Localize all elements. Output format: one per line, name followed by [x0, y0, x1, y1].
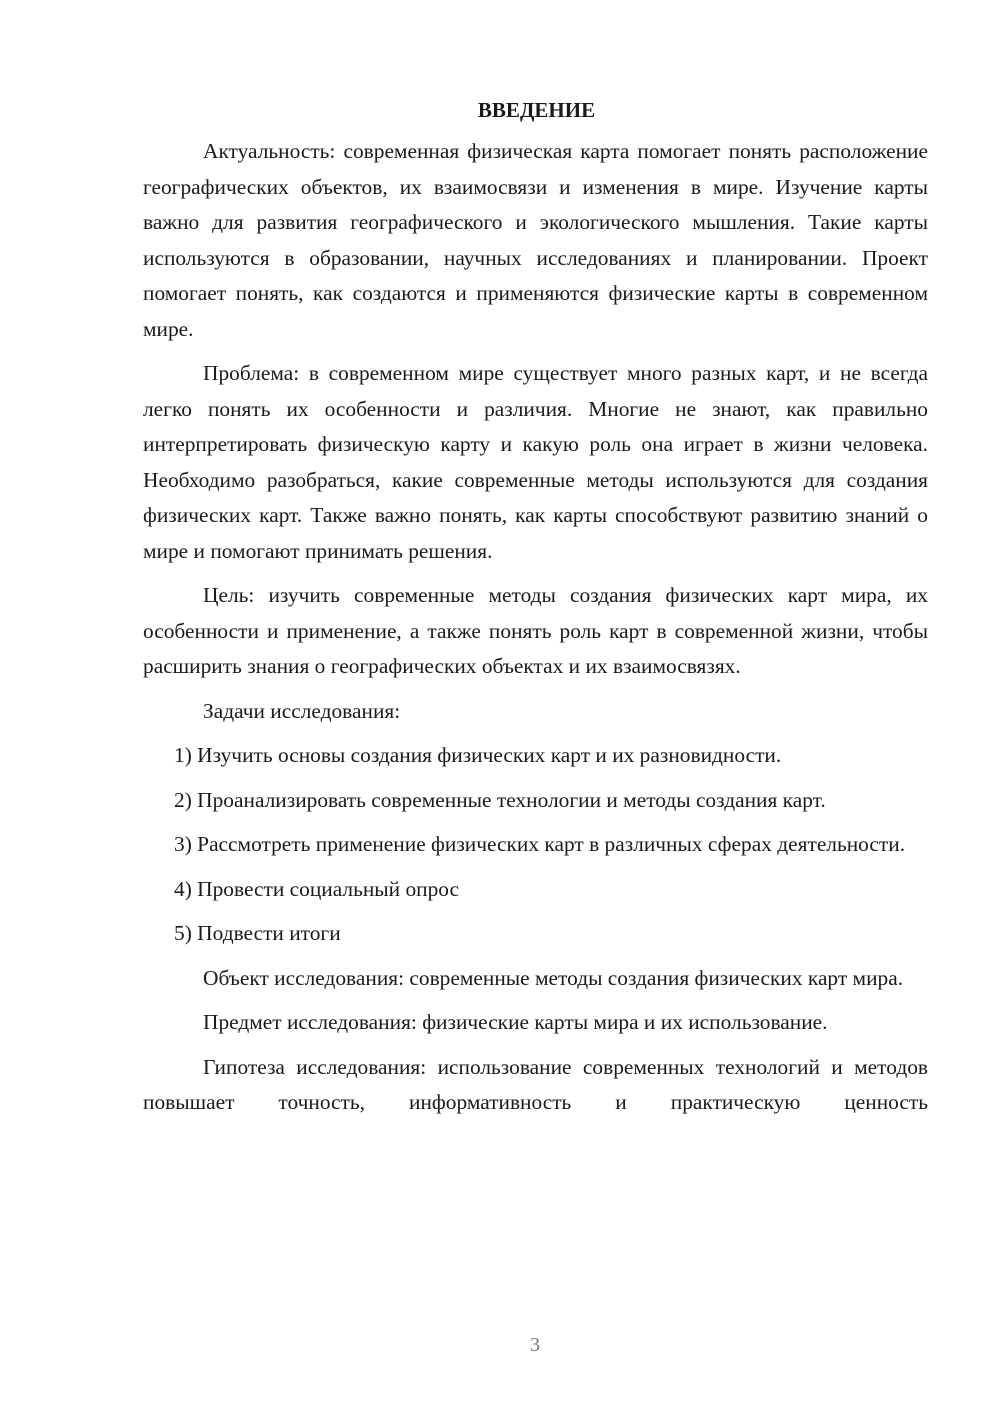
document-page	[143, 96, 928, 1121]
problem-paragraph: Проблема: в современном мире существует много разных карт, и не всегда легко понять их особенности и различия. Многие не знают, как правильно интерпретировать физическую карту и какую роль она играет в жизни человека. Необходимо разобраться, какие современные методы используются для создания физических карт. Также важно понять, как карты способствуют развитию знаний о мире и помогают принимать решения.	[143, 361, 928, 563]
subject-paragraph: Предмет исследования: физические карты мира и их использование.	[203, 1010, 828, 1034]
section-heading: ВВЕДЕНИЕ	[477, 98, 596, 122]
object-paragraph: Объект исследования: современные методы создания физических карт мира.	[203, 965, 904, 990]
task-item-1: 1) Изучить основы создания физических карт и их разновидности.	[174, 743, 782, 767]
task-item-4: 4) Провести социальный опрос	[174, 876, 460, 901]
task-item-2: 2) Проанализировать современные технологии и методы создания карт.	[174, 787, 826, 812]
relevance-paragraph: Актуальность: современная физическая карта помогает понять расположение географических объектов, их взаимосвязи и изменения в мире. Изучение карты важно для развития географического и экологического мышления. Такие карты используются в образовании, научных исследованиях и планировании. Проект помогает понять, как создаются и применяются физические карты в современном мире.	[143, 139, 928, 341]
goal-paragraph: Цель: изучить современные методы создания физических карт мира, их особенности и применение, а также понять роль карт в современной жизни, чтобы расширить знания о географических объектах и их взаимосвязях.	[143, 583, 928, 678]
tasks-label: Задачи исследования:	[203, 698, 401, 723]
hypothesis-paragraph: Гипотеза исследования: использование современных технологий и методов повышает точность, информативность и практическую ценность	[143, 1054, 928, 1114]
task-item-5: 5) Подвести итоги	[174, 921, 341, 945]
page-number: 3	[530, 1334, 540, 1356]
task-item-3: 3) Рассмотреть применение физических карт в различных сферах деятельности.	[174, 832, 906, 856]
